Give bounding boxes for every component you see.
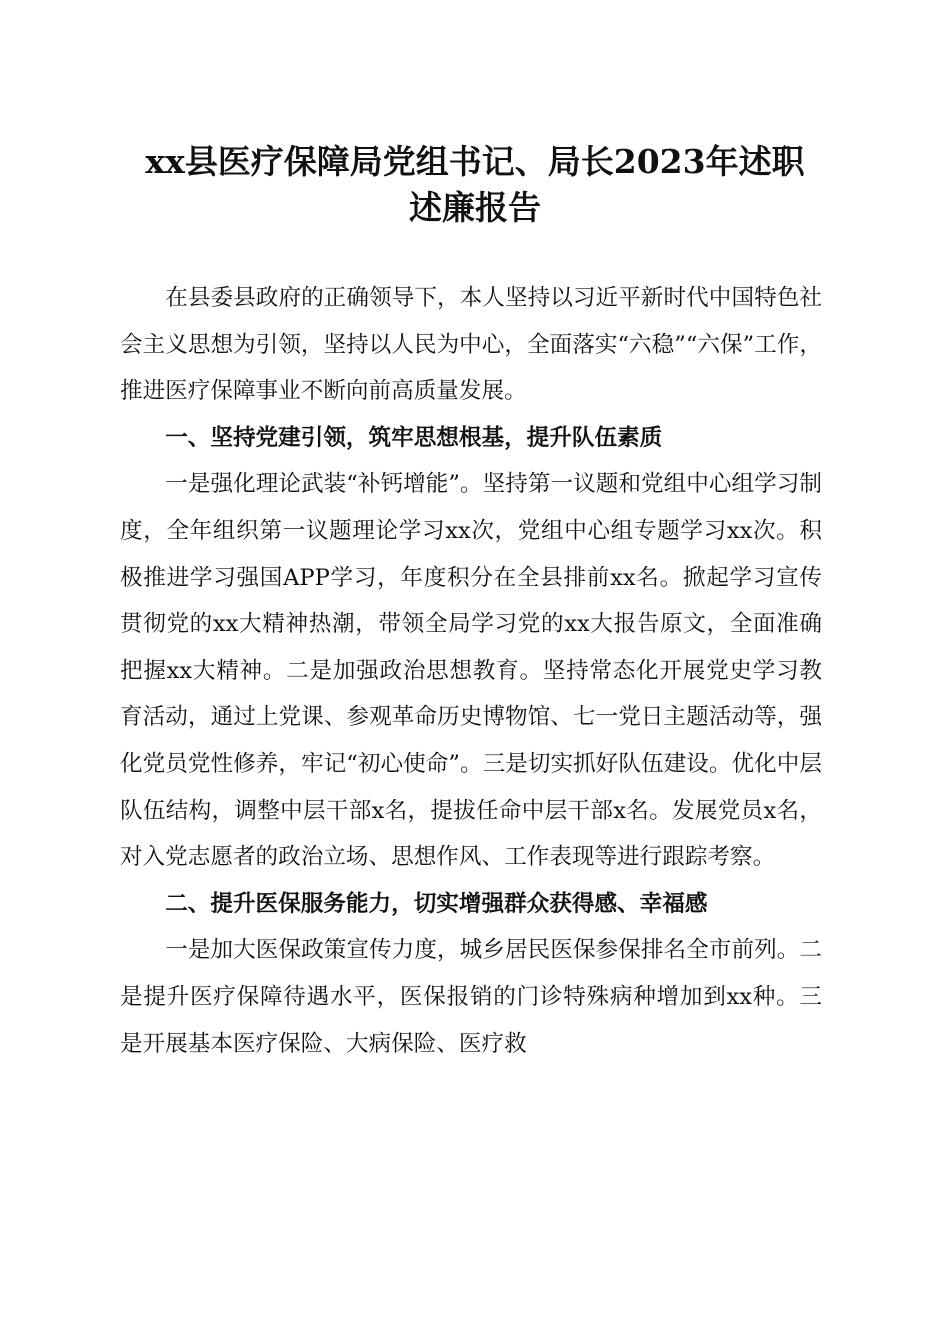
section-2-heading: 二、提升医保服务能力，切实增强群众获得感、幸福感	[165, 890, 708, 917]
document-title-line-1: xx县医疗保障局党组书记、局长2023年述职	[145, 142, 805, 181]
section-1-heading: 一、坚持党建引领，筑牢思想根基，提升队伍素质	[165, 424, 663, 451]
section-2-paragraph: 一是加大医保政策宣传力度，城乡居民医保参保排名全市前列。二是提升医疗保障待遇水平，医保报销的门诊特殊病种增加到xx种。三是开展基本医疗保险、大病保险、医疗救	[120, 937, 822, 1057]
intro-paragraph: 在县委县政府的正确领导下，本人坚持以习近平新时代中国特色社会主义思想为引领，坚持以人民为中心，全面落实“六稳”“六保”工作，推进医疗保障事业不断向前高质量发展。	[120, 285, 822, 405]
section-1-paragraph: 一是强化理论武装“补钙增能”。坚持第一议题和党组中心组学习制度，全年组织第一议题理论学习xx次，党组中心组专题学习xx次。积极推进学习强国APP学习，年度积分在全县排前xx名。掀起学习宣传贯彻党的xx大精神热潮，带领全局学习党的xx大报告原文，全面准确把握xx大精神。二是加强政治思想教育。坚持常态化开展党史学习教育活动，通过上党课、参观革命历史博物馆、七一党日主题活动等，强化党员党性修养，牢记“初心使命”。三是切实抓好队伍建设。优化中层队伍结构，调整中层干部x名，提拔任命中层干部x名。发展党员x名，对入党志愿者的政治立场、思想作风、工作表现等进行跟踪考察。	[120, 471, 822, 871]
document-title-line-2: 述廉报告	[409, 188, 541, 227]
document-body	[120, 275, 822, 1067]
